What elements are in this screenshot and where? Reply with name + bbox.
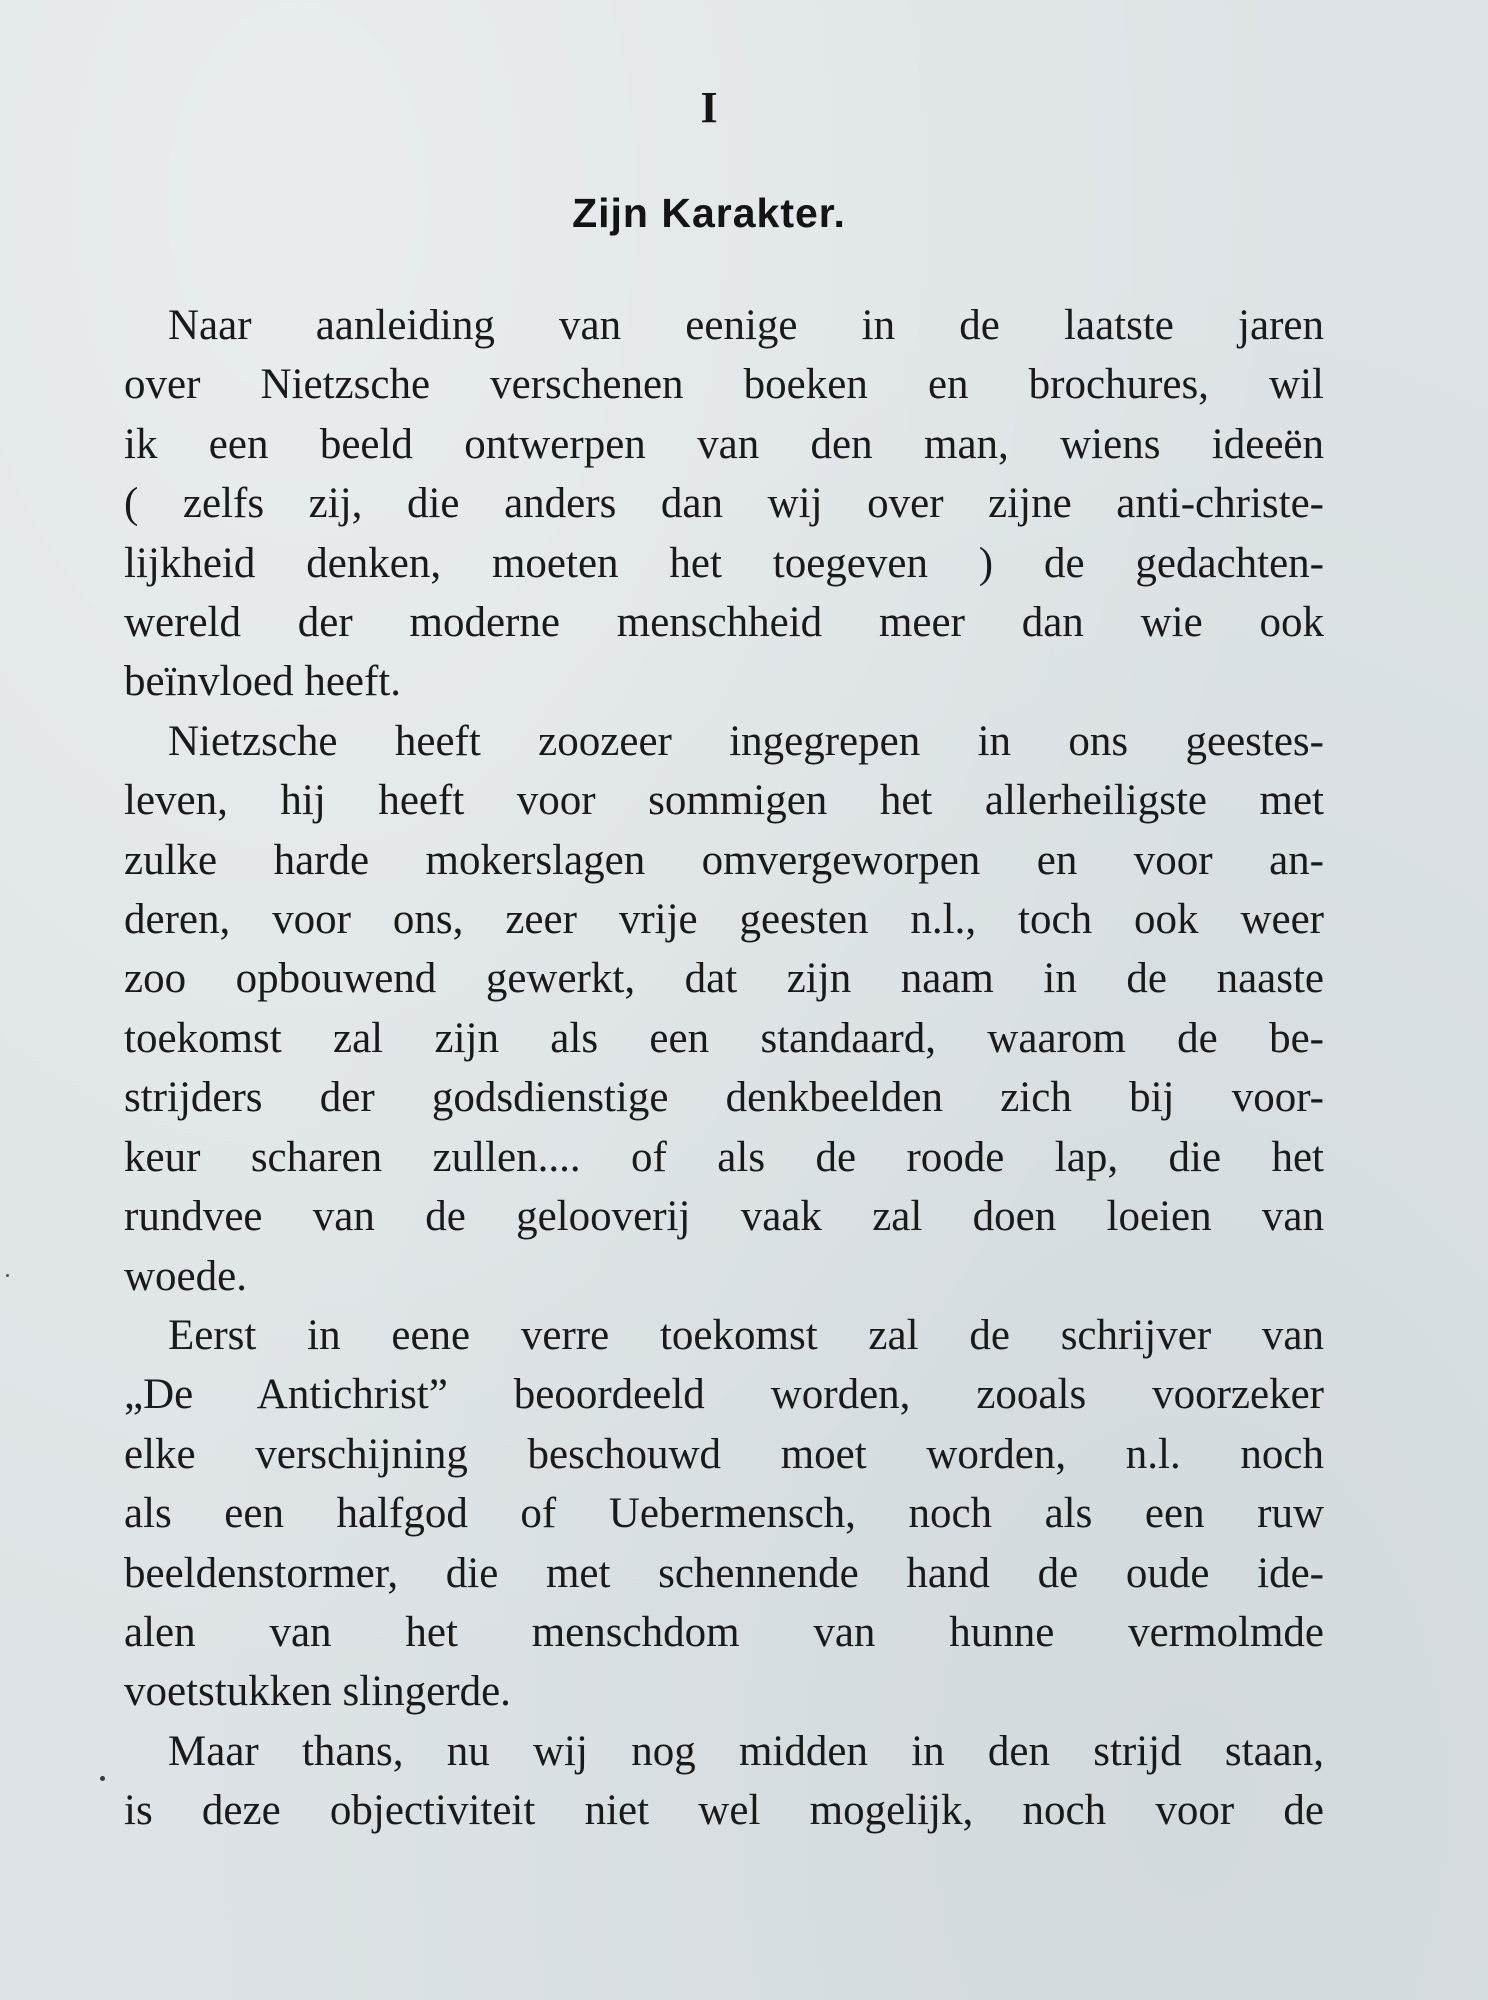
- text-line: alen van het menschdom van hunne vermolmde: [124, 1608, 1324, 1656]
- text-line: Nietzsche heeft zoozeer ingegrepen in ons geestes-: [168, 717, 1324, 765]
- paragraph-2: [124, 712, 1324, 1306]
- text-line: leven, hij heeft voor sommigen het allerheiligste met: [124, 777, 1324, 825]
- text-line: elke verschijning beschouwd moet worden, n.l. noch: [124, 1430, 1324, 1478]
- text-line: toekomst zal zijn als een standaard, waarom de be-: [124, 1014, 1324, 1062]
- text-line: zulke harde mokerslagen omvergeworpen en voor an-: [124, 836, 1324, 884]
- chapter-number: I: [700, 83, 718, 132]
- text-line: is deze objectiviteit niet wel mogelijk, noch voor de: [124, 1787, 1324, 1835]
- paragraph-1: [124, 296, 1324, 712]
- chapter-title: Zijn Karakter.: [572, 190, 846, 236]
- text-line: over Nietzsche verschenen boeken en brochures, wil: [124, 361, 1324, 409]
- paragraph-4: [124, 1722, 1324, 1841]
- text-line: deren, voor ons, zeer vrije geesten n.l., toch ook weer: [124, 896, 1324, 944]
- text-line: rundvee van de gelooverij vaak zal doen loeien van: [124, 1193, 1324, 1241]
- text-line: zoo opbouwend gewerkt, dat zijn naam in de naaste: [124, 955, 1324, 1003]
- ink-speck: [6, 1274, 9, 1277]
- text-line: strijders der godsdienstige denkbeelden zich bij voor-: [124, 1074, 1324, 1122]
- text-line: beïnvloed heeft.: [124, 658, 402, 706]
- text-line: woede.: [124, 1252, 247, 1300]
- paragraph-3: [124, 1306, 1324, 1722]
- text-line: Eerst in eene verre toekomst zal de schrijver van: [168, 1311, 1324, 1359]
- text-line: ik een beeld ontwerpen van den man, wiens ideeën: [124, 420, 1324, 468]
- text-line: „De Antichrist” beoordeeld worden, zooals voorzeker: [124, 1371, 1324, 1419]
- text-line: als een halfgod of Uebermensch, noch als een ruw: [124, 1490, 1324, 1538]
- text-line: Naar aanleiding van eenige in de laatste jaren: [168, 302, 1324, 349]
- text-line: keur scharen zullen.... of als de roode lap, die het: [124, 1133, 1324, 1181]
- text-line: Maar thans, nu wij nog midden in den strijd staan,: [168, 1727, 1324, 1775]
- text-line: ( zelfs zij, die anders dan wij over zijne anti-christe-: [124, 480, 1324, 528]
- text-line: beeldenstormer, die met schennende hand de oude ide-: [124, 1549, 1324, 1597]
- text-line: wereld der moderne menschheid meer dan wie ook: [124, 599, 1324, 647]
- text-line: lijkheid denken, moeten het toegeven ) de gedachten-: [124, 539, 1324, 587]
- ink-speck: [100, 1776, 105, 1781]
- text-line: voetstukken slingerde.: [124, 1668, 511, 1716]
- body-text: [124, 296, 1324, 1841]
